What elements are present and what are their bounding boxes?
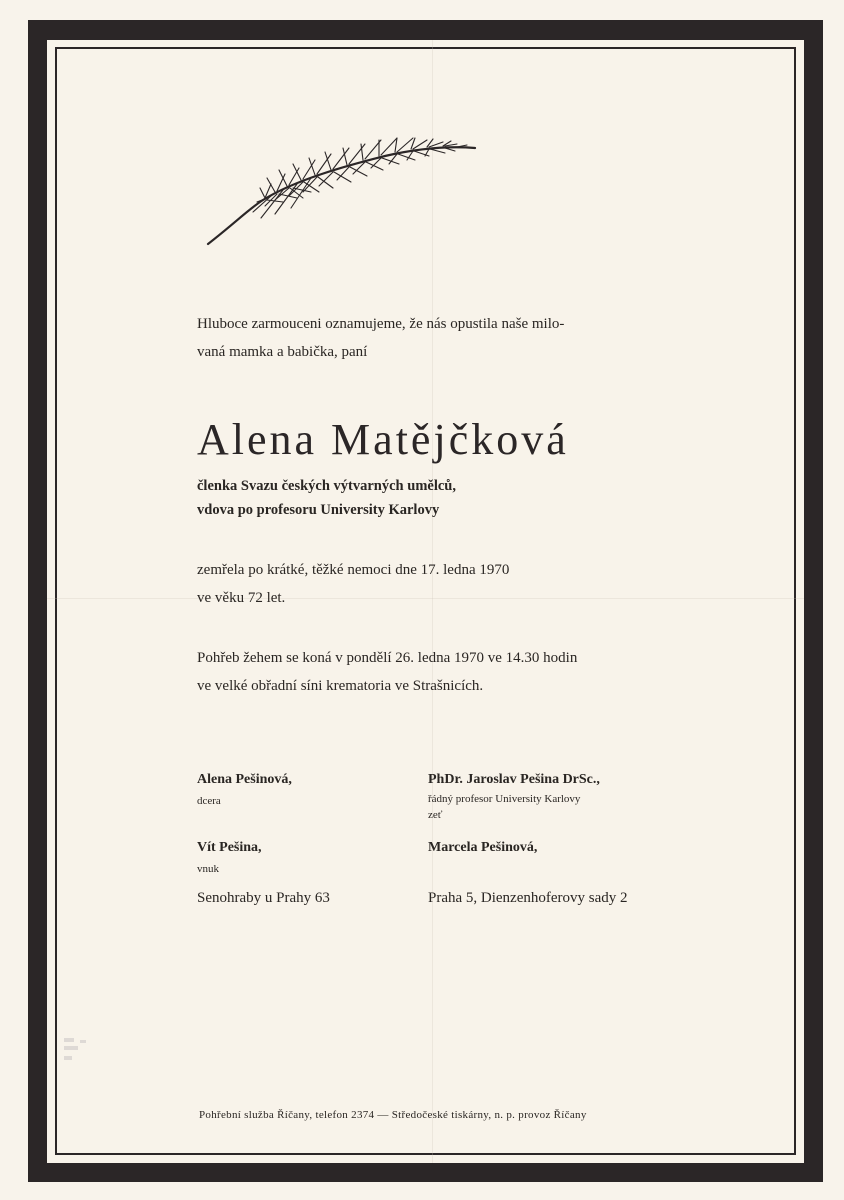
mourner-name: Alena Pešinová, — [197, 772, 292, 787]
faded-stamp-mark — [60, 1030, 130, 1080]
printer-footer: Pohřební služba Říčany, telefon 2374 — Středočeské tiskárny, n. p. provoz Říčany — [199, 1109, 587, 1121]
mourner-name: Marcela Pešinová, — [428, 840, 538, 855]
palm-branch-icon — [205, 128, 480, 250]
funeral-line-2: ve velké obřadní síni krematoria ve Strašnicích. — [197, 678, 484, 694]
deceased-description — [197, 474, 456, 522]
intro-text — [197, 310, 667, 366]
mourner-role: zeť — [428, 809, 443, 821]
address-left: Senohraby u Prahy 63 — [197, 890, 330, 906]
funeral-info — [197, 644, 577, 700]
intro-line-2: vaná mamka a babička, paní — [197, 344, 368, 360]
mourner-role: vnuk — [197, 863, 219, 875]
address-right: Praha 5, Dienzenhoferovy sady 2 — [428, 890, 628, 906]
death-line-2: ve věku 72 let. — [197, 590, 286, 606]
intro-line-1: Hluboce zarmouceni oznamujeme, že nás opustila naše milo- — [197, 316, 565, 332]
mourner-name: Vít Pešina, — [197, 840, 262, 855]
mourner-role: řádný profesor University Karlovy — [428, 793, 581, 805]
deceased-name: Alena Matějčková — [197, 415, 569, 464]
subtitle-line-2: vdova po profesoru University Karlovy — [197, 502, 440, 518]
death-info — [197, 556, 509, 612]
mourner-name: PhDr. Jaroslav Pešina DrSc., — [428, 772, 600, 787]
subtitle-line-1: členka Svazu českých výtvarných umělců, — [197, 478, 456, 494]
mourner-role: dcera — [197, 795, 221, 807]
death-line-1: zemřela po krátké, těžké nemoci dne 17. ledna 1970 — [197, 562, 510, 578]
funeral-line-1: Pohřeb žehem se koná v pondělí 26. ledna 1970 ve 14.30 hodin — [197, 650, 578, 666]
